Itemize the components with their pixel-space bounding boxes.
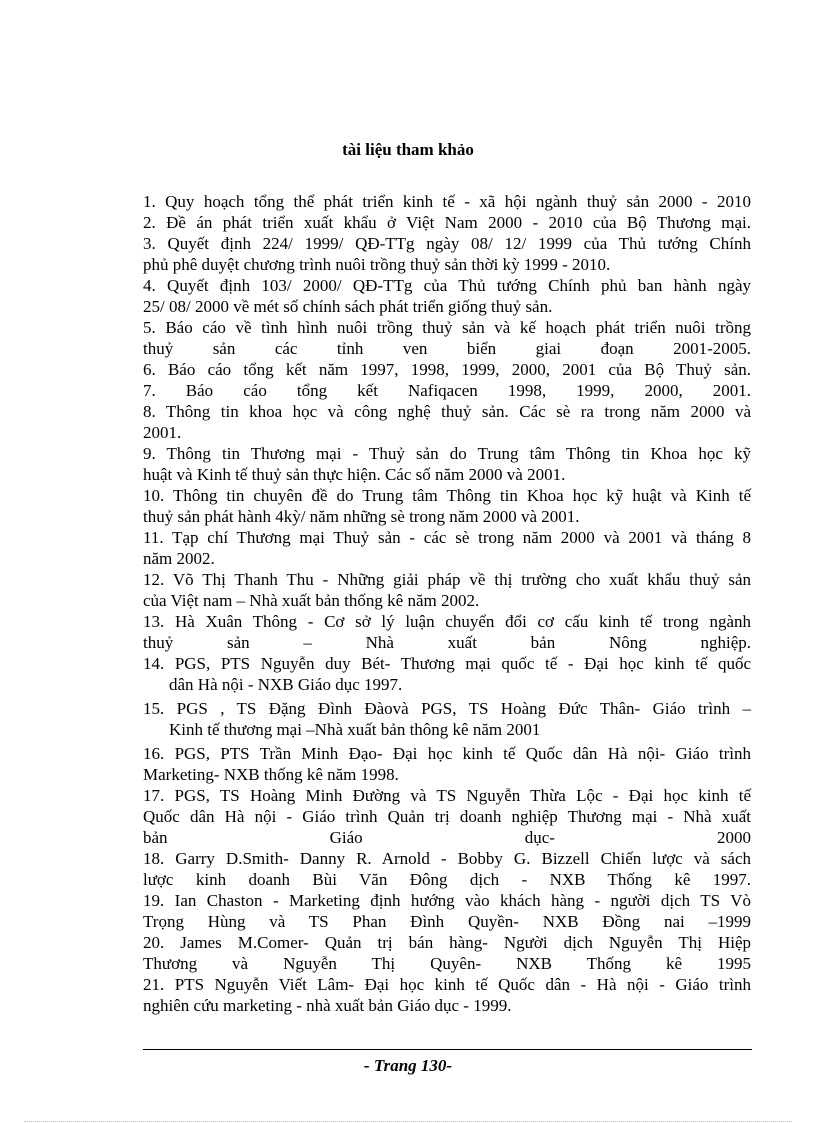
reference-line: 14. PGS, PTS Nguyễn duy Bét- Thương mại quốc tế - Đại học kinh tế quốc: [143, 654, 751, 673]
reference-line: 7. Báo cáo tổng kết Nafiqacen 1998, 1999, 2000, 2001.: [143, 381, 751, 400]
reference-line: 2001.: [143, 423, 182, 442]
reference-item: [143, 848, 751, 890]
reference-line: 9. Thông tin Thương mại - Thuỷ sản do Trung tâm Thông tin Khoa học kỹ: [143, 444, 751, 463]
reference-item: [143, 932, 751, 974]
reference-item: [143, 443, 751, 485]
reference-line: 16. PGS, PTS Trần Minh Đạo- Đại học kinh tế Quốc dân Hà nội- Giáo trình: [143, 744, 751, 763]
reference-line: 18. Garry D.Smith- Danny R. Arnold - Bobby G. Bizzell Chiến lược và sách: [143, 849, 751, 868]
reference-line: Thương và Nguyễn Thị Quyên- NXB Thống kê 1995: [143, 954, 751, 973]
reference-item: [143, 569, 751, 611]
reference-line: 1. Quy hoạch tổng thể phát triển kinh tế - xã hội ngành thuỷ sản 2000 - 2010: [143, 192, 751, 211]
reference-line: 17. PGS, TS Hoàng Minh Đường và TS Nguyễn Thừa Lộc - Đại học kinh tế: [143, 786, 751, 805]
reference-item: [143, 233, 751, 275]
reference-item: [143, 527, 751, 569]
reference-line: Marketing- NXB thống kê năm 1998.: [143, 765, 399, 784]
reference-item: [143, 401, 751, 443]
reference-item: [143, 275, 751, 317]
reference-item: [143, 653, 751, 695]
reference-item: [143, 698, 751, 740]
reference-item: [143, 212, 751, 233]
reference-line: 12. Võ Thị Thanh Thu - Những giải pháp về thị trường cho xuất khẩu thuỷ sản: [143, 570, 751, 589]
reference-line: nghiên cứu marketing - nhà xuất bản Giáo dục - 1999.: [143, 996, 512, 1015]
reference-line: 20. James M.Comer- Quản trị bán hàng- Người dịch Nguyễn Thị Hiệp: [143, 933, 751, 952]
reference-line: 4. Quyết định 103/ 2000/ QĐ-TTg của Thủ tướng Chính phủ ban hành ngày: [143, 276, 751, 295]
reference-line: 11. Tạp chí Thương mại Thuỷ sản - các sè trong năm 2000 và 2001 và tháng 8: [143, 528, 751, 547]
reference-line: Quốc dân Hà nội - Giáo trình Quản trị doanh nghiệp Thương mại - Nhà xuất: [143, 807, 751, 826]
reference-line: 25/ 08/ 2000 về mét số chính sách phát triển giống thuỷ sản.: [143, 297, 553, 316]
reference-item: [143, 743, 751, 785]
reference-line: 5. Báo cáo về tình hình nuôi trồng thuỷ sản và kế hoạch phát triển nuôi trồng: [143, 318, 751, 337]
reference-line: Trọng Hùng và TS Phan Đình Quyền- NXB Đồng nai –1999: [143, 912, 751, 931]
reference-line: 8. Thông tin khoa học và công nghệ thuỷ sản. Các sè ra trong năm 2000 và: [143, 402, 751, 421]
reference-item: [143, 380, 751, 401]
page-edge-divider: [24, 1121, 792, 1122]
reference-item: [143, 611, 751, 653]
reference-line: lược kinh doanh Bùi Văn Đông dịch - NXB Thống kê 1997.: [143, 870, 751, 889]
reference-line: Kinh tế thương mại –Nhà xuất bản thông kê năm 2001: [169, 720, 541, 739]
reference-line: 2. Đề án phát triển xuất khẩu ở Việt Nam 2000 - 2010 của Bộ Thương mại.: [143, 213, 751, 232]
reference-line: huật và Kinh tế thuỷ sản thực hiện. Các số năm 2000 và 2001.: [143, 465, 566, 484]
reference-list: [143, 191, 751, 1016]
reference-item: [143, 890, 751, 932]
reference-item: [143, 317, 751, 359]
footer-divider: [143, 1049, 752, 1050]
reference-line: năm 2002.: [143, 549, 215, 568]
reference-line: 15. PGS , TS Đặng Đình Đàovà PGS, TS Hoàng Đức Thân- Giáo trình –: [143, 699, 751, 718]
reference-line: thuỷ sản các tỉnh ven biển giai đoạn 2001-2005.: [143, 339, 751, 358]
reference-item: [143, 359, 751, 380]
reference-line: 13. Hà Xuân Thông - Cơ sở lý luận chuyển đổi cơ cấu kinh tế trong ngành: [143, 612, 751, 631]
reference-line: bản Giáo dục- 2000: [143, 828, 751, 847]
reference-item: [143, 191, 751, 212]
reference-line: 10. Thông tin chuyên đề do Trung tâm Thông tin Khoa học kỹ huật và Kinh tế: [143, 486, 751, 505]
reference-item: [143, 485, 751, 527]
reference-line: thuỷ sản – Nhà xuất bản Nông nghiệp.: [143, 633, 751, 652]
reference-line: của Việt nam – Nhà xuất bản thống kê năm 2002.: [143, 591, 480, 610]
reference-line: dân Hà nội - NXB Giáo dục 1997.: [169, 675, 403, 694]
reference-item: [143, 785, 751, 848]
page-number: - Trang 130-: [363, 1056, 453, 1075]
reference-line: thuỷ sản phát hành 4kỳ/ năm những sè trong năm 2000 và 2001.: [143, 507, 580, 526]
reference-line: 19. Ian Chaston - Marketing định hướng vào khách hàng - người dịch TS Vò: [143, 891, 751, 910]
reference-line: 21. PTS Nguyễn Viết Lâm- Đại học kinh tế Quốc dân - Hà nội - Giáo trình: [143, 975, 751, 994]
reference-line: 3. Quyết định 224/ 1999/ QĐ-TTg ngày 08/ 12/ 1999 của Thủ tướng Chính: [143, 234, 751, 253]
page-title: tài liệu tham khảo: [342, 140, 474, 159]
reference-line: phủ phê duyệt chương trình nuôi trồng thuỷ sản thời kỳ 1999 - 2010.: [143, 255, 611, 274]
reference-item: [143, 974, 751, 1016]
reference-line: 6. Báo cáo tổng kết năm 1997, 1998, 1999, 2000, 2001 của Bộ Thuỷ sản.: [143, 360, 751, 379]
